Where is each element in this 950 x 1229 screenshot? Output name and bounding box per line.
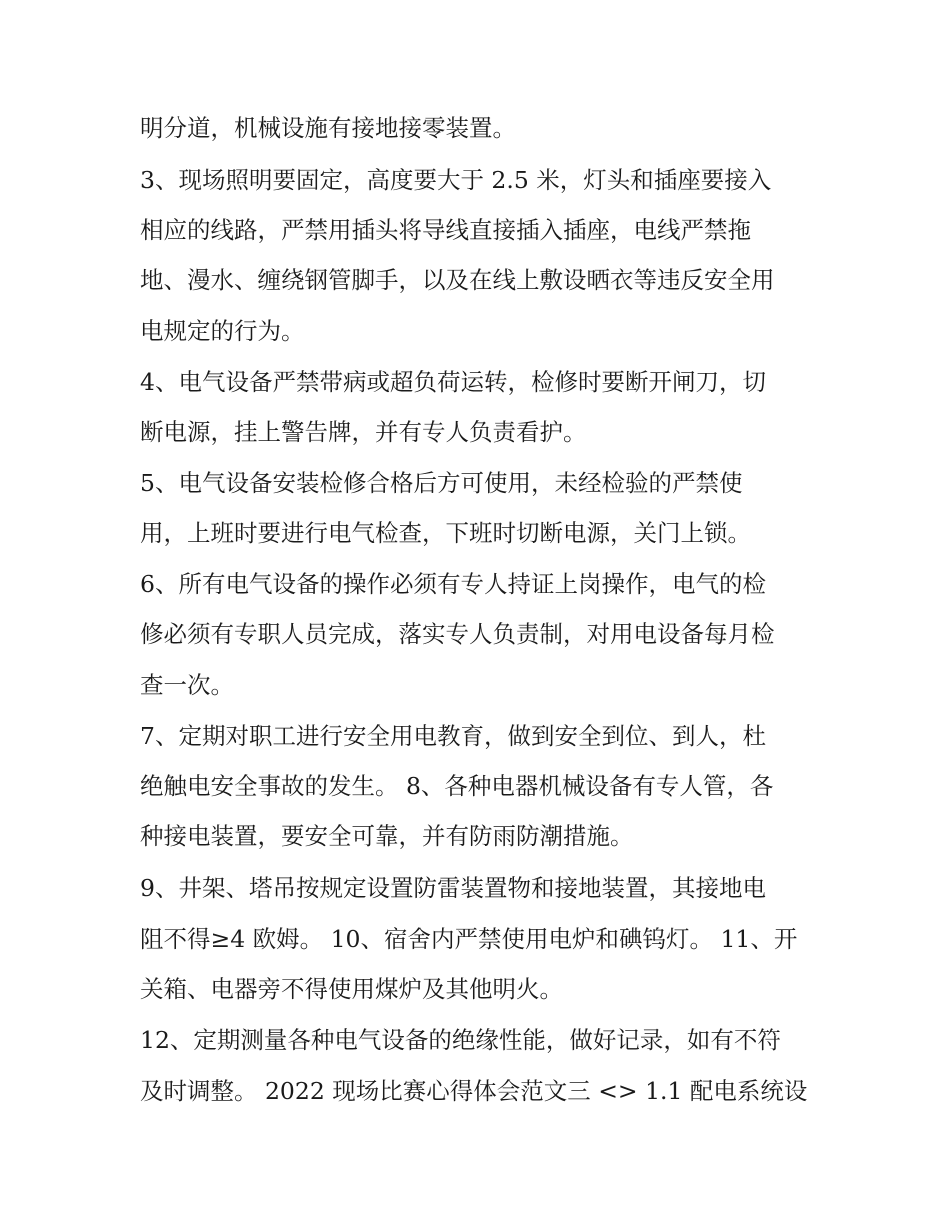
text-line: 7、定期对职工进行安全用电教育，做到安全到位、到人，杜: [140, 722, 766, 750]
text-line: 及时调整。 2022 现场比赛心得体会范文三 <> 1.1 配电系统设: [140, 1077, 808, 1105]
text-line: 4、电气设备严禁带病或超负荷运转，检修时要断开闸刀，切: [140, 368, 766, 396]
text-line: 6、所有电气设备的操作必须有专人持证上岗操作，电气的检: [140, 570, 766, 598]
text-line: 断电源，挂上警告牌，并有专人负责看护。: [140, 418, 587, 446]
text-line: 地、漫水、缠绕钢管脚手，以及在线上敷设晒衣等违反安全用: [140, 266, 775, 294]
text-line: 用，上班时要进行电气检查，下班时切断电源，关门上锁。: [140, 519, 751, 547]
text-line: 绝触电安全事故的发生。 8、各种电器机械设备有专人管，各: [140, 772, 774, 800]
text-line: 电规定的行为。: [140, 317, 305, 345]
text-line: 种接电装置，要安全可靠，并有防雨防潮措施。: [140, 822, 634, 850]
text-line: 5、电气设备安装检修合格后方可使用，未经检验的严禁使: [140, 469, 743, 497]
text-line: 阻不得≥4 欧姆。 10、宿舍内严禁使用电炉和碘钨灯。 11、开: [140, 925, 798, 953]
text-line: 12、定期测量各种电气设备的绝缘性能，做好记录，如有不符: [140, 1026, 781, 1054]
text-line: 修必须有专职人员完成，落实专人负责制，对用电设备每月检: [140, 620, 775, 648]
text-line: 明分道，机械设施有接地接零装置。: [140, 114, 516, 142]
text-line: 相应的线路，严禁用插头将导线直接插入插座，电线严禁拖: [140, 216, 751, 244]
text-line: 9、井架、塔吊按规定设置防雷装置物和接地装置，其接地电: [140, 874, 766, 902]
text-line: 查一次。: [140, 671, 234, 699]
text-line: 3、现场照明要固定，高度要大于 2.5 米，灯头和插座要接入: [140, 166, 772, 194]
text-line: 关箱、电器旁不得使用煤炉及其他明火。: [140, 975, 563, 1003]
